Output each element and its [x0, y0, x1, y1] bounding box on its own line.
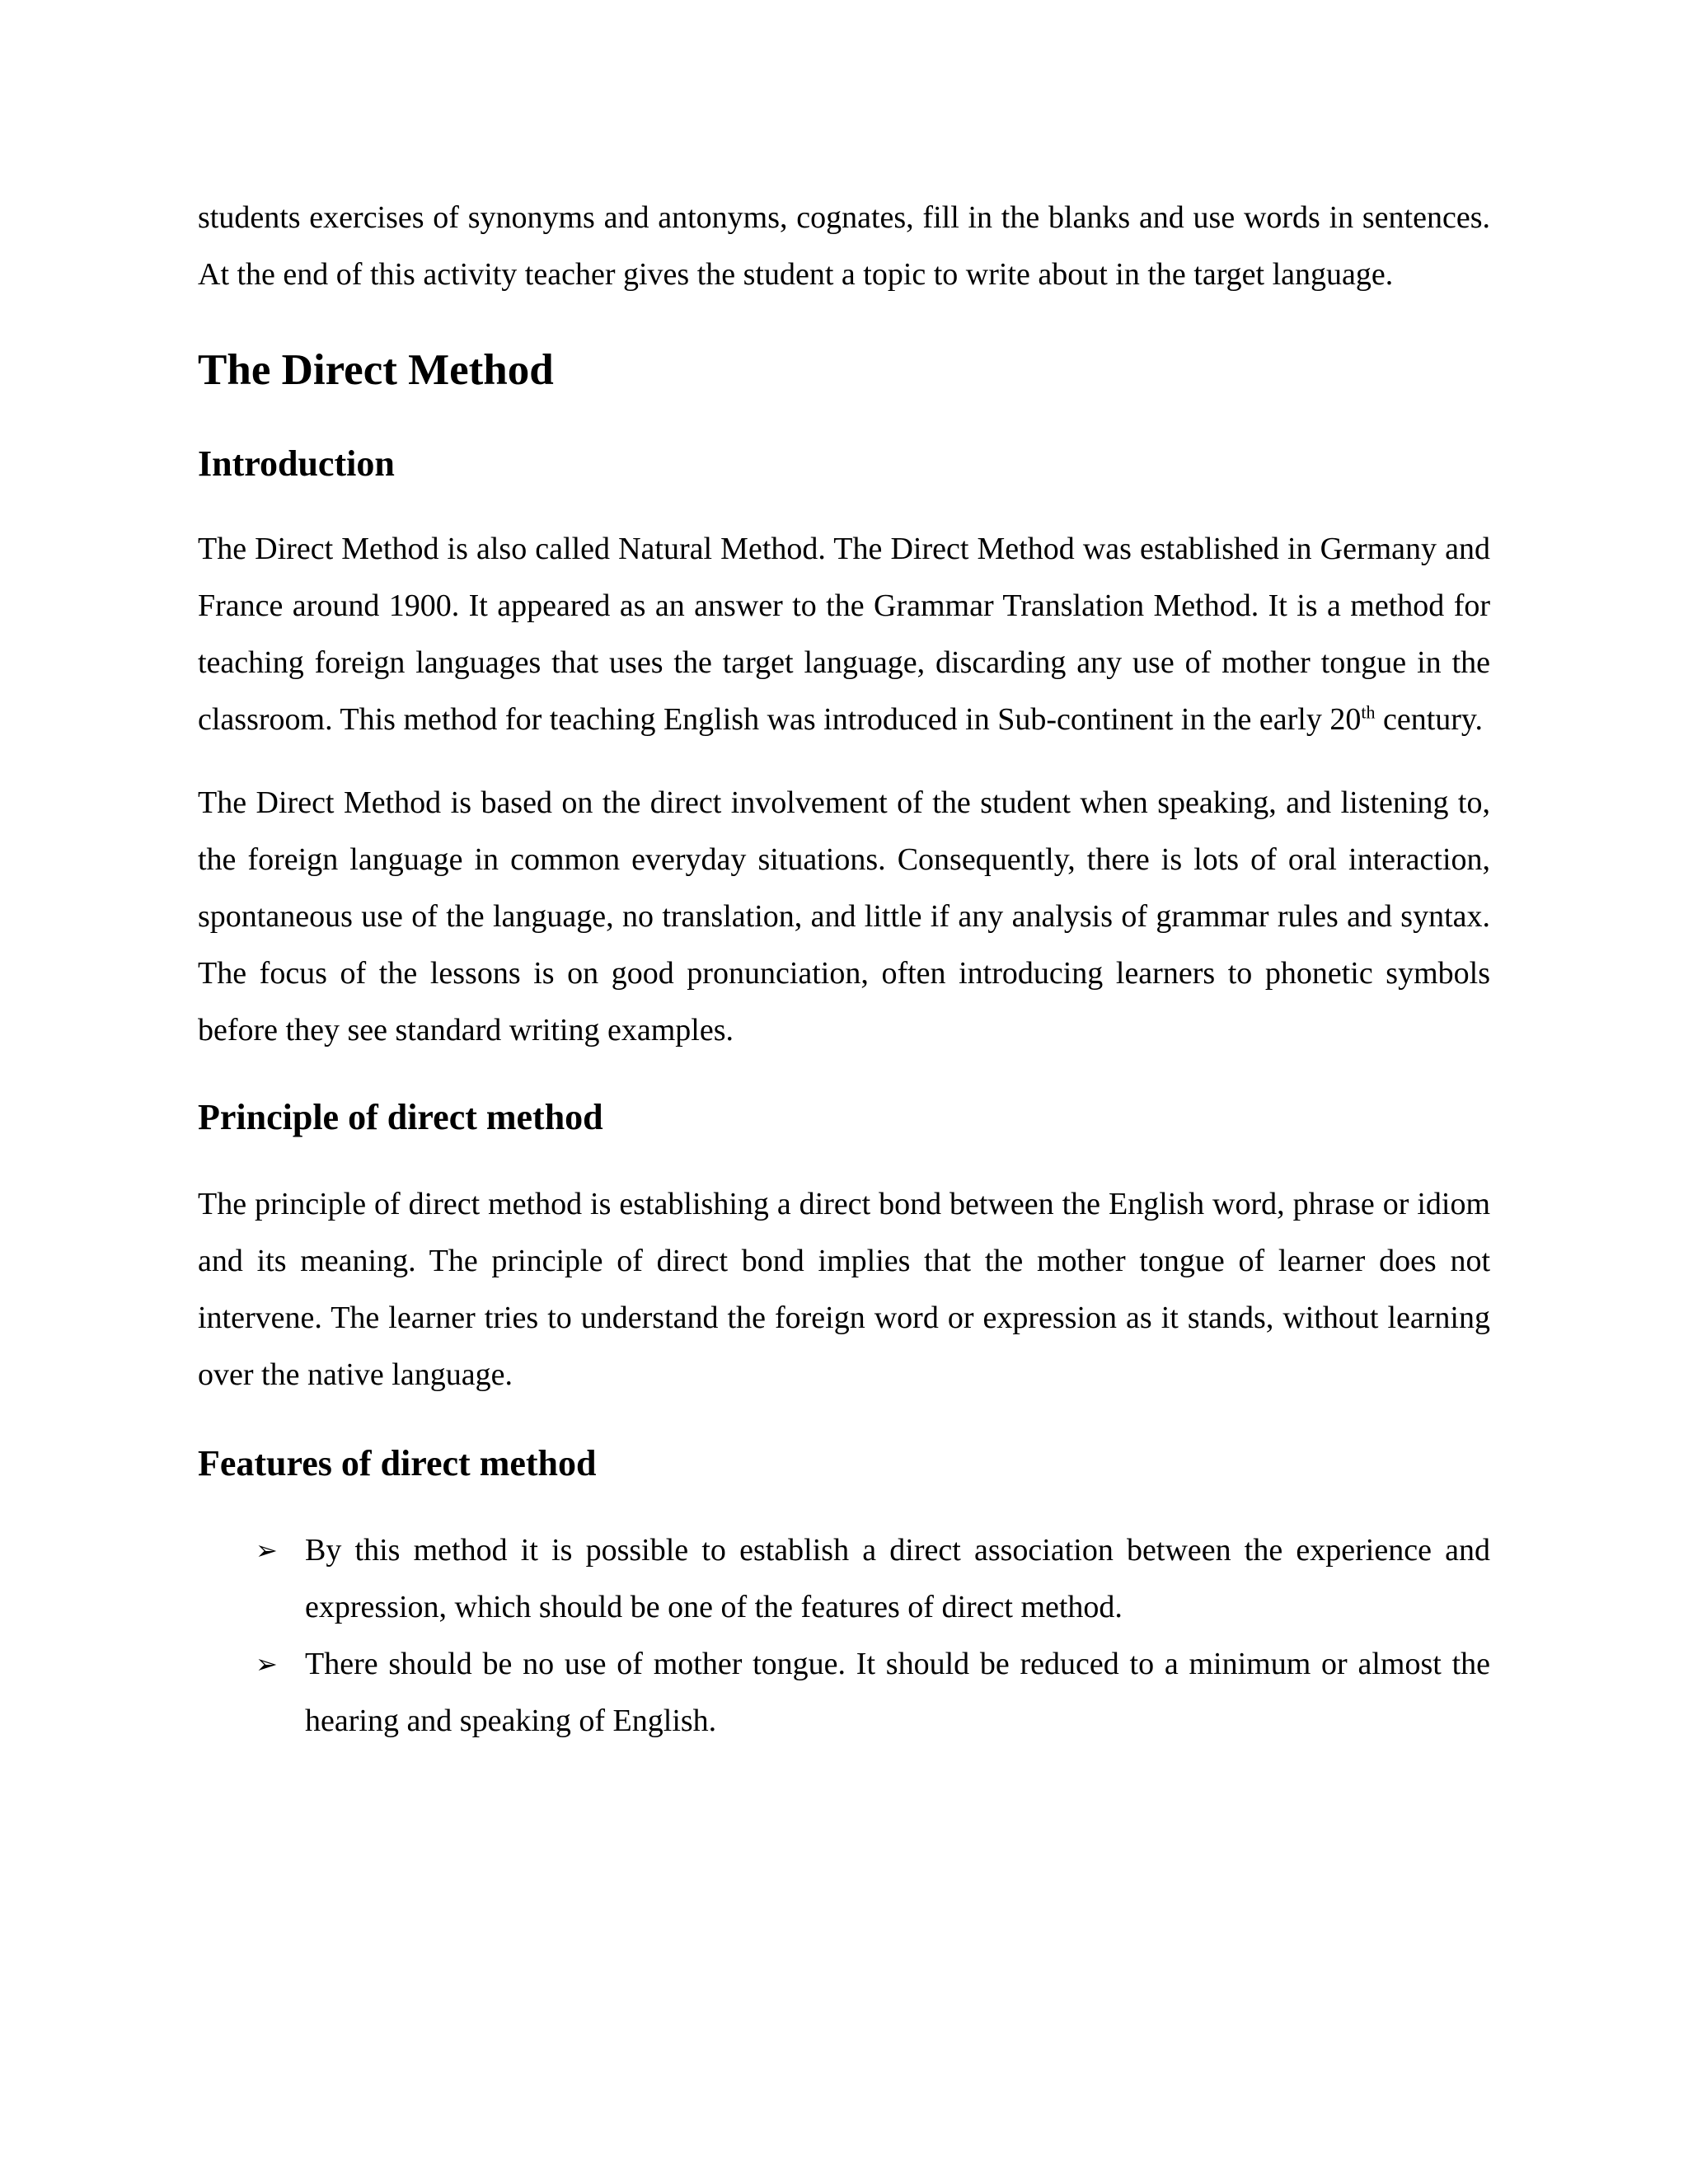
list-item [198, 1636, 1490, 1750]
introduction-paragraph-2: The Direct Method is based on the direct involvement of the student when speaking, and listening to, the foreign language in common everyday situations. Consequently, there is lots of oral interaction, spontaneous use of the language, no translation, and little if any analysis of grammar rules and syntax. The focus of the lessons is on good pronunciation, often introducing learners to phonetic symbols before they see standard writing examples. [198, 785, 1490, 1047]
features-list [198, 1522, 1490, 1750]
document-page [198, 190, 1490, 1750]
introduction-paragraph-1-tail: century. [1375, 702, 1483, 737]
arrow-bullet-icon: ➢ [256, 1648, 278, 1680]
list-item [198, 1522, 1490, 1636]
list-item-text: There should be no use of mother tongue. It should be reduced to a minimum or almost the hearing and speaking of English. [305, 1647, 1490, 1738]
intro-continuation-paragraph: students exercises of synonyms and antonyms, cognates, fill in the blanks and use words in sentences. At the end of this activity teacher gives the student a topic to write about in the target language. [198, 200, 1490, 292]
list-item-text: By this method it is possible to establish a direct association between the experience and expression, which should be one of the features of direct method. [305, 1533, 1490, 1624]
ordinal-suffix: th [1361, 701, 1376, 723]
principle-heading: Principle of direct method [198, 1097, 603, 1137]
features-heading: Features of direct method [198, 1443, 597, 1483]
introduction-paragraph-1 [198, 521, 1490, 748]
introduction-heading: Introduction [198, 443, 395, 484]
arrow-bullet-icon: ➢ [256, 1535, 278, 1566]
document-title: The Direct Method [198, 346, 554, 394]
principle-paragraph: The principle of direct method is establishing a direct bond between the English word, phrase or idiom and its meaning. The principle of direct bond implies that the mother tongue of learner does not intervene. The learner tries to understand the foreign word or expression as it stands, without learning over the native language. [198, 1187, 1490, 1392]
introduction-paragraph-1-text: The Direct Method is also called Natural Method. The Direct Method was established in Germany and France around 1900. It appeared as an answer to the Grammar Translation Method. It is a method for teaching foreign languages that uses the target language, discarding any use of mother tongue in the classroom. This method for teaching English was introduced in Sub-continent in the early 20 [198, 532, 1490, 737]
